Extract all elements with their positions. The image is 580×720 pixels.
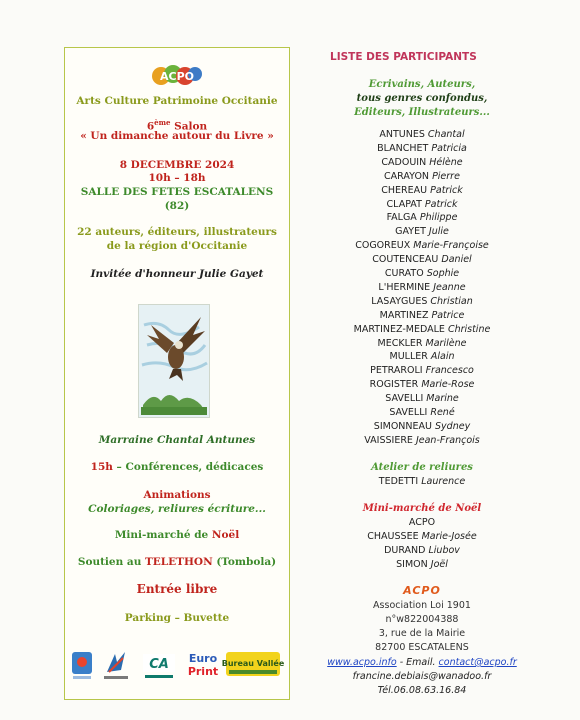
participant-firstname: René bbox=[430, 407, 455, 418]
participant-lastname: LASAYGUES bbox=[371, 295, 428, 307]
participant-lastname: SAVELLI bbox=[389, 407, 428, 418]
telethon: Soutien au TELETHON (Tombola) bbox=[77, 556, 277, 568]
animations-detail: Coloriages, reliures écriture... bbox=[88, 503, 266, 515]
contact-phone: Tél.06.08.63.16.84 bbox=[377, 685, 467, 696]
contact-email-2: francine.debiais@wanadoo.fr bbox=[352, 671, 492, 682]
participant-firstname: Marie-Josée bbox=[421, 530, 477, 542]
participant-name bbox=[312, 239, 532, 253]
participant-firstname: Sydney bbox=[435, 420, 471, 432]
svg-text:Print: Print bbox=[187, 665, 219, 678]
participant-lastname: MECKLER bbox=[377, 337, 423, 349]
contact-assoc: Association Loi 1901 bbox=[373, 600, 471, 611]
participant-firstname: Alain bbox=[430, 351, 455, 363]
participant-firstname: Marie-Rose bbox=[421, 379, 475, 391]
market-title: Mini-marché de Noël bbox=[362, 503, 482, 514]
participant-lastname: CURATO bbox=[384, 268, 424, 279]
sponsor-logo-bureau-vallee bbox=[221, 648, 285, 684]
participant-name bbox=[312, 434, 532, 448]
participant-firstname: Jeanne bbox=[433, 281, 466, 293]
event-hours: 10h – 18h bbox=[148, 172, 206, 184]
participant-lastname: ROGISTER bbox=[369, 379, 419, 391]
participant-name bbox=[312, 516, 532, 530]
participant-lastname: CADOUIN bbox=[381, 156, 427, 168]
edition: 6ème Salon bbox=[146, 118, 208, 133]
participant-firstname: Marie-Françoise bbox=[413, 240, 489, 252]
participants-sub-1: Ecrivains, Auteurs, bbox=[368, 79, 476, 90]
svg-text:CA: CA bbox=[149, 657, 169, 672]
contact-web-email: www.acpo.info - Email. contact@acpo.fr bbox=[327, 657, 517, 668]
website-link[interactable]: www.acpo.info bbox=[327, 657, 397, 668]
participant-lastname: ANTUNES bbox=[379, 129, 425, 140]
participants-sub-3: Editeurs, Illustrateurs... bbox=[354, 107, 490, 118]
svg-text:Bureau Vallée: Bureau Vallée bbox=[221, 659, 285, 668]
mini-market: Mini-marché de Noël bbox=[114, 529, 240, 541]
eagle-drawing-icon bbox=[138, 304, 210, 418]
participant-name bbox=[312, 267, 532, 281]
participant-name bbox=[312, 309, 532, 323]
participant-name bbox=[312, 211, 532, 225]
participant-name bbox=[312, 392, 532, 406]
participant-lastname: VAISSIERE bbox=[364, 434, 413, 446]
atelier-title: Atelier de reliures bbox=[371, 462, 473, 473]
participant-lastname: CLAPAT bbox=[386, 198, 422, 210]
participant-name bbox=[312, 253, 532, 267]
participant-lastname: MULLER bbox=[389, 351, 428, 363]
contact-street: 3, rue de la Mairie bbox=[378, 628, 466, 639]
email-link[interactable]: contact@acpo.fr bbox=[438, 657, 517, 668]
participant-name bbox=[312, 170, 532, 184]
participant-name bbox=[312, 184, 532, 198]
participant-firstname: Patrick bbox=[424, 198, 458, 210]
contact-city: 82700 ESCATALENS bbox=[375, 642, 469, 653]
participant-name bbox=[312, 198, 532, 212]
authors-line-1: 22 auteurs, éditeurs, illustrateurs bbox=[77, 226, 277, 238]
participant-name bbox=[312, 558, 532, 572]
participant-firstname: Hélène bbox=[429, 156, 463, 168]
participant-firstname: Daniel bbox=[441, 254, 472, 266]
svg-text:ACPO: ACPO bbox=[160, 70, 194, 83]
participant-name bbox=[312, 406, 532, 420]
participant-name bbox=[312, 420, 532, 434]
atelier-participant: TEDETTI Laurence bbox=[378, 476, 466, 487]
participant-firstname: Julie bbox=[428, 226, 449, 238]
entry-free: Entrée libre bbox=[136, 582, 218, 596]
participant-name bbox=[312, 295, 532, 309]
svg-text:Euro: Euro bbox=[188, 652, 218, 665]
participant-firstname: Philippe bbox=[419, 212, 458, 224]
conferences: 15h – Conférences, dédicaces bbox=[90, 461, 264, 473]
contact-title: ACPO bbox=[403, 584, 441, 597]
participant-name bbox=[312, 142, 532, 156]
participant-firstname: Joël bbox=[430, 558, 448, 570]
event-flyer bbox=[64, 47, 290, 700]
participant-firstname: Chantal bbox=[427, 129, 465, 140]
participant-firstname: Patricia bbox=[431, 142, 467, 154]
participant-lastname: SAVELLI bbox=[385, 393, 424, 405]
sponsor-logos bbox=[69, 648, 287, 688]
participant-lastname: DURAND bbox=[384, 544, 426, 556]
participant-firstname: Marine bbox=[426, 393, 459, 405]
participant-firstname: Marilène bbox=[425, 337, 467, 349]
participant-name bbox=[312, 530, 532, 544]
participant-lastname: CHAUSSEE bbox=[367, 530, 419, 542]
participant-firstname: Christian bbox=[430, 295, 473, 307]
participant-lastname: CARAYON bbox=[384, 170, 430, 182]
godmother: Marraine Chantal Antunes bbox=[98, 434, 256, 446]
participant-name bbox=[312, 544, 532, 558]
sponsor-logo-ca bbox=[139, 648, 179, 684]
participant-name bbox=[312, 281, 532, 295]
participant-lastname: L'HERMINE bbox=[378, 281, 431, 293]
participants-sub-2: tous genres confondus, bbox=[356, 93, 488, 104]
authors-line-2: de la région d'Occitanie bbox=[106, 240, 248, 252]
participant-lastname: COGOREUX bbox=[355, 240, 411, 252]
participant-firstname: Christine bbox=[447, 323, 491, 335]
participant-firstname: Patrick bbox=[430, 184, 463, 196]
participant-firstname: Patrice bbox=[431, 309, 465, 321]
participant-lastname: SIMONNEAU bbox=[373, 420, 432, 432]
participant-name bbox=[312, 378, 532, 392]
contact-number: n°w822004388 bbox=[385, 614, 459, 625]
participant-lastname: GAYET bbox=[395, 226, 426, 238]
participant-name bbox=[312, 337, 532, 351]
participant-firstname: Francesco bbox=[425, 365, 474, 377]
sponsor-logo-europrint bbox=[185, 648, 221, 684]
animations-title: Animations bbox=[143, 489, 211, 501]
participant-firstname: Liubov bbox=[428, 544, 460, 556]
event-dept: (82) bbox=[164, 200, 190, 212]
participant-lastname: COUTENCEAU bbox=[372, 254, 439, 266]
participant-lastname: FALGA bbox=[386, 212, 417, 224]
participants-heading: LISTE DES PARTICIPANTS bbox=[330, 51, 477, 63]
participant-lastname: SIMON bbox=[396, 558, 428, 570]
participant-name bbox=[312, 156, 532, 170]
participant-name bbox=[312, 128, 532, 142]
participant-lastname: MARTINEZ bbox=[379, 309, 429, 321]
participant-firstname: Pierre bbox=[432, 170, 460, 182]
participant-name bbox=[312, 225, 532, 239]
participant-lastname: MARTINEZ-MEDALE bbox=[353, 323, 445, 335]
event-date: 8 DECEMBRE 2024 bbox=[119, 159, 235, 171]
participant-lastname: CHEREAU bbox=[381, 184, 428, 196]
participant-firstname: Sophie bbox=[426, 268, 460, 279]
participant-name bbox=[312, 350, 532, 364]
sponsor-logo-region-icon bbox=[71, 648, 93, 684]
participant-name bbox=[312, 364, 532, 378]
participant-lastname: ACPO bbox=[408, 517, 436, 528]
guest-of-honour: Invitée d'honneur Julie Gayet bbox=[90, 268, 264, 280]
event-title: « Un dimanche autour du Livre » bbox=[80, 130, 274, 142]
participant-firstname: Jean-François bbox=[415, 434, 480, 446]
participant-lastname: PETRAROLI bbox=[370, 365, 423, 377]
sponsor-logo-terres-icon bbox=[101, 648, 131, 684]
participant-lastname: BLANCHET bbox=[377, 142, 429, 154]
acpo-logo-icon bbox=[151, 62, 203, 90]
event-venue: SALLE DES FETES ESCATALENS bbox=[80, 186, 274, 198]
participant-name bbox=[312, 323, 532, 337]
org-name: Arts Culture Patrimoine Occitanie bbox=[76, 95, 278, 107]
parking: Parking – Buvette bbox=[124, 612, 230, 624]
